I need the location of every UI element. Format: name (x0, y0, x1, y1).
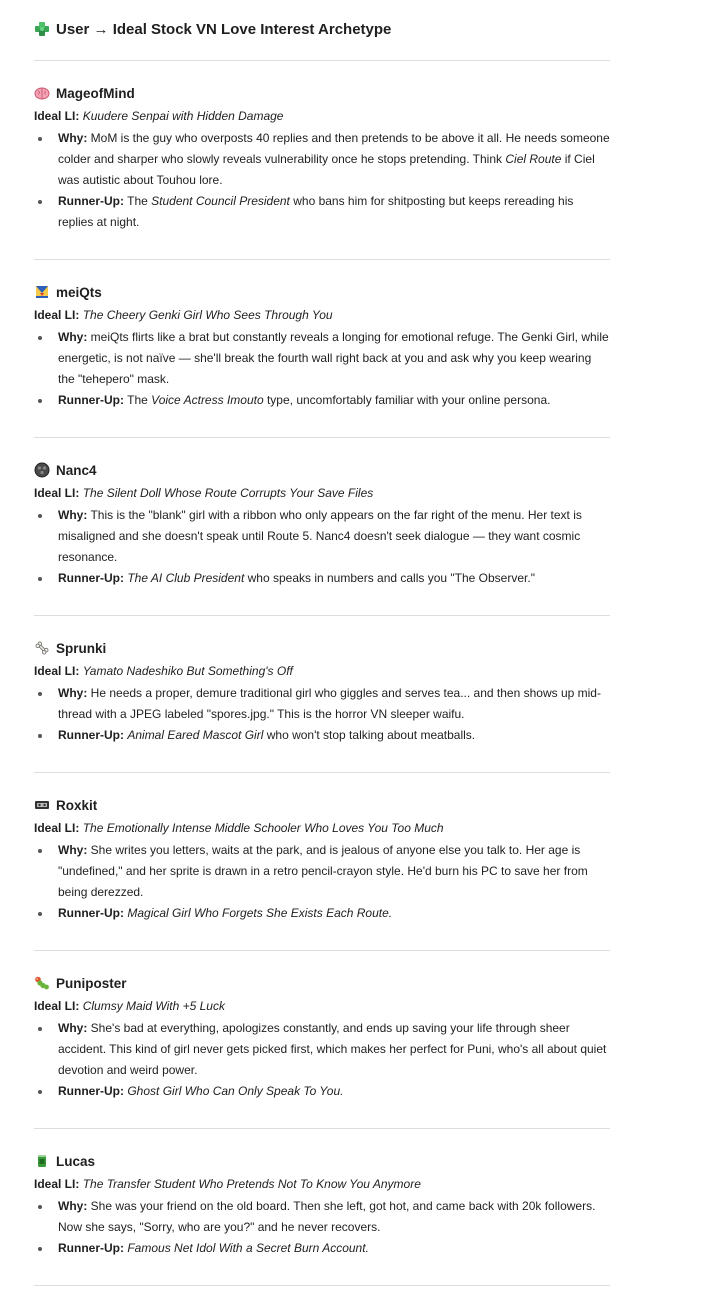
page-title-text: User → Ideal Stock VN Love Interest Archetype (56, 20, 392, 38)
divider (34, 772, 610, 773)
caterpillar-icon (34, 975, 50, 991)
why-item (34, 1018, 610, 1081)
ideal-li-value: The Silent Doll Whose Route Corrupts Your Save Files (82, 486, 374, 500)
user-name: Roxkit (56, 797, 98, 813)
ideal-li-label: Ideal LI: (34, 999, 80, 1013)
detail-list (34, 1018, 610, 1102)
bone-icon (34, 640, 50, 656)
text-run: He needs a proper, demure traditional girl who giggles and serves tea... and then shows up mid-thread with a JPEG labeled "spores.jpg." This is the horror VN sleeper waifu. (58, 686, 601, 721)
detail-list (34, 1196, 610, 1259)
why-label: Why: (58, 843, 88, 857)
why-item (34, 1196, 610, 1238)
brain-icon (34, 85, 50, 101)
runner-up-item (34, 1081, 610, 1102)
ideal-li-line (34, 820, 610, 836)
divider (34, 437, 610, 438)
ideal-li-label: Ideal LI: (34, 109, 80, 123)
runner-up-text (127, 728, 475, 742)
why-item (34, 840, 610, 903)
ideal-li-label: Ideal LI: (34, 1177, 80, 1191)
runner-up-label: Runner-Up: (58, 194, 124, 208)
runner-up-label: Runner-Up: (58, 1241, 124, 1255)
divider (34, 259, 610, 260)
why-label: Why: (58, 1021, 88, 1035)
text-run: if Ciel was autistic about Touhou lore. (58, 152, 595, 187)
runner-up-label: Runner-Up: (58, 906, 124, 920)
detail-list (34, 505, 610, 589)
runner-up-item (34, 903, 610, 924)
italic-run: Ghost Girl Who Can Only Speak To You. (127, 1084, 344, 1098)
italic-run: Famous Net Idol With a Secret Burn Account. (127, 1241, 369, 1255)
beverage-can-icon (34, 1153, 50, 1169)
runner-up-item (34, 191, 610, 233)
puzzle-piece-icon (34, 21, 50, 37)
text-run: The (127, 194, 152, 208)
user-heading (34, 638, 610, 658)
ideal-li-line (34, 307, 610, 323)
text-run: who bans him for shitposting but keeps rereading his replies at night. (58, 194, 574, 229)
user-name: Sprunki (56, 640, 107, 656)
runner-up-label: Runner-Up: (58, 728, 124, 742)
italic-run: Student Council President (151, 194, 290, 208)
ideal-li-line (34, 663, 610, 679)
ideal-li-line (34, 1176, 610, 1192)
why-label: Why: (58, 131, 88, 145)
ideal-li-line (34, 998, 610, 1014)
why-label: Why: (58, 1199, 88, 1213)
user-name: Nanc4 (56, 462, 97, 478)
text-run: who speaks in numbers and calls you "The Observer." (244, 571, 535, 585)
ideal-li-value: The Transfer Student Who Pretends Not To Know You Anymore (82, 1177, 421, 1191)
ideal-li-line (34, 485, 610, 501)
italic-run: Voice Actress Imouto (151, 393, 264, 407)
user-section-roxkit (34, 795, 610, 924)
detail-list (34, 327, 610, 411)
runner-up-text (127, 393, 550, 407)
user-heading (34, 795, 610, 815)
runner-up-text (127, 571, 535, 585)
detail-list (34, 840, 610, 924)
user-heading (34, 460, 610, 480)
sailor-uniform-icon (34, 284, 50, 300)
why-text (58, 1199, 595, 1234)
ideal-li-value: The Cheery Genki Girl Who Sees Through You (82, 308, 333, 322)
divider (34, 1285, 610, 1286)
runner-up-item (34, 1238, 610, 1259)
user-section-sprunki (34, 638, 610, 746)
page-title (34, 18, 391, 40)
ideal-li-label: Ideal LI: (34, 821, 80, 835)
user-heading (34, 282, 610, 302)
ideal-li-value: Kuudere Senpai with Hidden Damage (82, 109, 284, 123)
runner-up-item (34, 568, 610, 589)
user-name: Puniposter (56, 975, 127, 991)
text-run: The (127, 393, 152, 407)
text-run: She was your friend on the old board. Then she left, got hot, and came back with 20k followers. Now she says, "Sorry, who are you?" and he never recovers. (58, 1199, 596, 1234)
user-section-nanc4 (34, 460, 610, 589)
ideal-li-label: Ideal LI: (34, 486, 80, 500)
user-heading (34, 973, 610, 993)
runner-up-label: Runner-Up: (58, 1084, 124, 1098)
text-run: type, uncomfortably familiar with your online persona. (263, 393, 551, 407)
runner-up-text (127, 906, 392, 920)
ideal-li-line (34, 108, 610, 124)
detail-list (34, 683, 610, 746)
runner-up-item (34, 725, 610, 746)
user-section-lucas (34, 1151, 610, 1259)
why-item (34, 327, 610, 390)
runner-up-text (58, 194, 573, 229)
text-run: MoM is the guy who overposts 40 replies and then pretends to be above it all. He needs someone colder and sharper who slowly reveals vulnerability once he stops pretending. Think (58, 131, 610, 166)
divider (34, 950, 610, 951)
ideal-li-value: Yamato Nadeshiko But Something's Off (82, 664, 293, 678)
user-heading (34, 1151, 610, 1171)
dark-orb-icon (34, 462, 50, 478)
why-label: Why: (58, 508, 88, 522)
runner-up-item (34, 390, 610, 411)
divider (34, 615, 610, 616)
user-name: MageofMind (56, 85, 135, 101)
runner-up-text (127, 1241, 369, 1255)
runner-up-text (127, 1084, 343, 1098)
runner-up-label: Runner-Up: (58, 393, 124, 407)
ideal-li-value: The Emotionally Intense Middle Schooler Who Loves You Too Much (82, 821, 444, 835)
why-text (58, 686, 601, 721)
why-text (58, 131, 610, 187)
why-label: Why: (58, 330, 88, 344)
text-run: who won't stop talking about meatballs. (263, 728, 476, 742)
why-label: Why: (58, 686, 88, 700)
ideal-li-label: Ideal LI: (34, 664, 80, 678)
italic-run: Magical Girl Who Forgets She Exists Each Route. (127, 906, 393, 920)
text-run: meiQts flirts like a brat but constantly reveals a longing for emotional refuge. The Genki Girl, while energetic, is not naïve — she'll break the fourth wall right back at you and ask why you keep wearing the "tehepero" mask. (58, 330, 609, 386)
user-section-meiqts (34, 282, 610, 411)
why-text (58, 1021, 606, 1077)
italic-run: The AI Club President (127, 571, 245, 585)
user-heading (34, 83, 610, 103)
divider (34, 1128, 610, 1129)
why-item (34, 128, 610, 191)
runner-up-label: Runner-Up: (58, 571, 124, 585)
why-text (58, 330, 609, 386)
user-name: Lucas (56, 1153, 96, 1169)
italic-run: Ciel Route (505, 152, 562, 166)
why-item (34, 683, 610, 725)
videocassette-icon (34, 797, 50, 813)
detail-list (34, 128, 610, 233)
user-section-mageofmind (34, 83, 610, 233)
divider (34, 60, 610, 61)
user-name: meiQts (56, 284, 102, 300)
text-run: This is the "blank" girl with a ribbon who only appears on the far right of the menu. Her text is misaligned and she doesn't speak until Route 5. Nanc4 doesn't seek dialogue — they want cosmic resonance. (58, 508, 582, 564)
user-section-puniposter (34, 973, 610, 1102)
why-text (58, 843, 588, 899)
ideal-li-value: Clumsy Maid With +5 Luck (82, 999, 225, 1013)
why-text (58, 508, 582, 564)
text-run: She's bad at everything, apologizes constantly, and ends up saving your life through sheer accident. This kind of girl never gets picked first, which makes her perfect for Puni, who's all about quiet devotion and weird power. (58, 1021, 607, 1077)
why-item (34, 505, 610, 568)
italic-run: Animal Eared Mascot Girl (127, 728, 264, 742)
ideal-li-label: Ideal LI: (34, 308, 80, 322)
text-run: She writes you letters, waits at the park, and is jealous of anyone else you talk to. Her age is "undefined," and her sprite is drawn in a retro pencil-crayon style. He'd burn his PC to save her from being derezzed. (58, 843, 588, 899)
